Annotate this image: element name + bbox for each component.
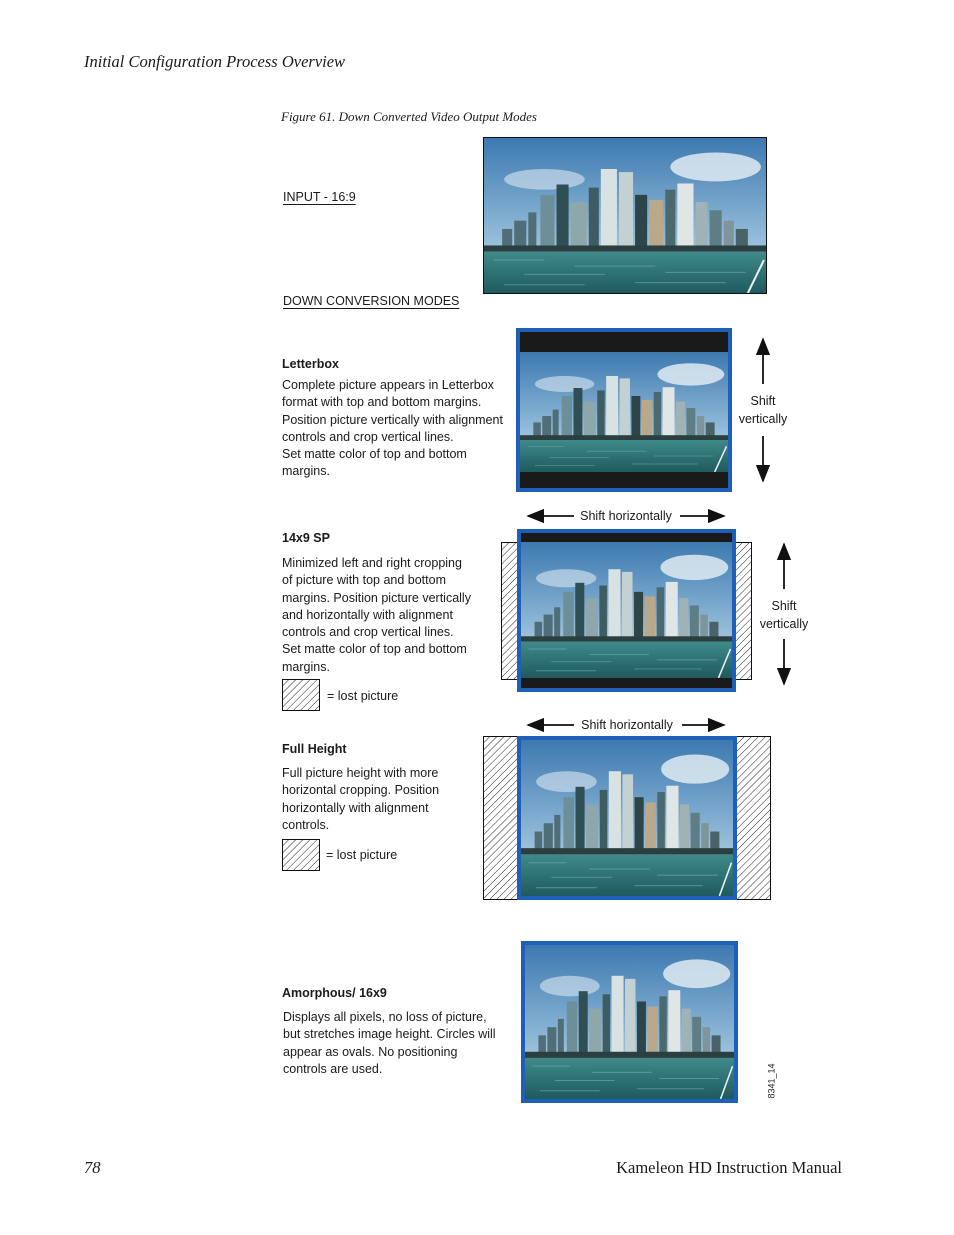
figure-caption: Figure 61. Down Converted Video Output Modes <box>281 109 537 124</box>
sp14x9-title: 14x9 SP <box>282 531 330 545</box>
input-image <box>483 137 767 294</box>
anamorphic-title: Amorphous/ 16x9 <box>282 986 387 1000</box>
fullheight-image <box>483 736 771 900</box>
fullheight-title: Full Height <box>282 742 347 756</box>
fullheight-lost-picture-swatch <box>282 839 320 871</box>
sp14x9-shift-horizontal-label: Shift horizontally <box>580 509 672 523</box>
letterbox-shift-vertical-label: Shift vertically <box>738 394 788 426</box>
fullheight-lost-picture-label: = lost picture <box>326 848 398 862</box>
sp14x9-lost-picture-swatch <box>282 679 320 711</box>
sp14x9-image <box>501 529 752 692</box>
letterbox-title: Letterbox <box>282 357 339 371</box>
input-label: INPUT - 16:9 <box>283 190 356 204</box>
sp14x9-shift-vertical-label: Shift vertically <box>759 599 809 631</box>
fullheight-description: Full picture height with more horizontal cropping. Position horizontally with alignment controls. <box>282 766 440 832</box>
running-header: Initial Configuration Process Overview <box>84 52 346 71</box>
fullheight-shift-horizontal-label: Shift horizontally <box>581 718 673 732</box>
figure-ref-id: 8341_14 <box>766 1063 777 1099</box>
letterbox-description: Complete picture appears in Letterbox format with top and bottom margins. Position picture vertically with alignment controls and crop vertical lines. Set matte color of top and bottom margins. <box>282 378 503 479</box>
letterbox-image <box>516 328 732 492</box>
anamorphic-description: Displays all pixels, no loss of picture, but stretches image height. Circles will appear as ovals. No positioning controls are used. <box>283 1010 496 1076</box>
sp14x9-lost-picture-label: = lost picture <box>327 689 399 703</box>
sp14x9-description: Minimized left and right cropping of picture with top and bottom margins. Position picture vertically and horizontally with alignment controls and crop vertical lines. Set matte color of top and bottom margins. <box>282 556 471 674</box>
manual-title: Kameleon HD Instruction Manual <box>616 1158 842 1177</box>
modes-label: DOWN CONVERSION MODES <box>283 294 460 308</box>
page-number: 78 <box>84 1158 101 1177</box>
anamorphic-image <box>521 941 738 1103</box>
